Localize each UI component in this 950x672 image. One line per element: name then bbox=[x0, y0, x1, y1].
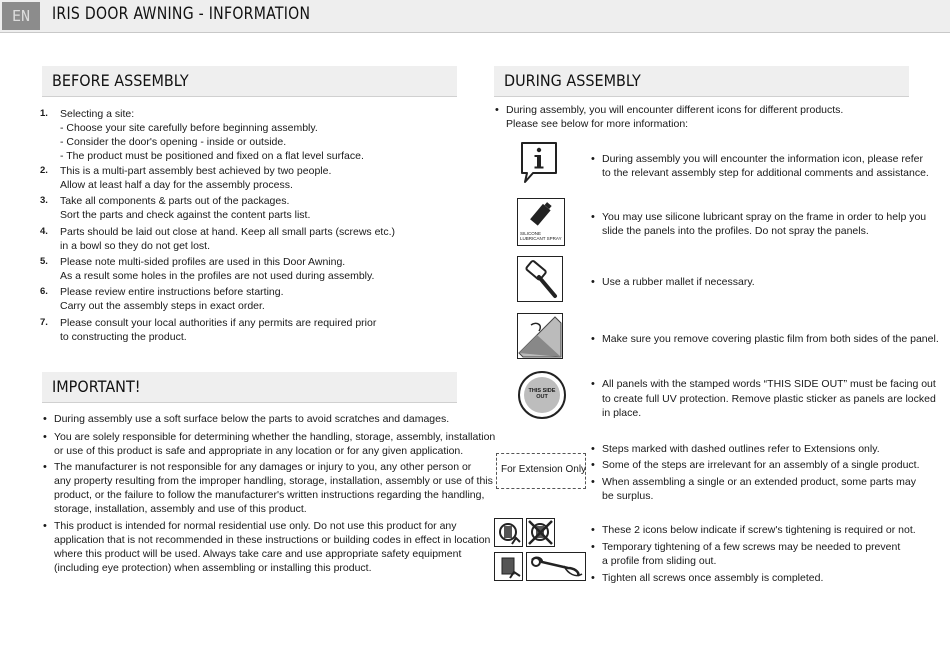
item-text: - Choose your site carefully before beginning assembly. bbox=[60, 122, 318, 134]
bullet-text: • Make sure you remove covering plastic film from both sides of the panel. bbox=[602, 332, 939, 346]
item-number: 5. bbox=[40, 256, 48, 267]
item-text: Please review entire instructions before starting. bbox=[60, 286, 284, 298]
section-heading: DURING ASSEMBLY bbox=[504, 71, 641, 90]
bullet-text: • You may use silicone lubricant spray on the frame in order to help you bbox=[602, 210, 926, 224]
bullet-text: • All panels with the stamped words “THIS SIDE OUT” must be facing out bbox=[602, 377, 936, 392]
bullet-text: • Some of the steps are irrelevant for an assembly of a single product. bbox=[602, 458, 920, 472]
bullet-text: • This product is intended for normal residential use only. Do not use this product for any bbox=[54, 519, 457, 533]
section-heading: BEFORE ASSEMBLY bbox=[52, 71, 189, 90]
rubber-mallet-icon bbox=[517, 256, 563, 302]
wrench-hand-icon bbox=[526, 552, 586, 582]
bullet-text: product, or the failure to follow the manufacturer's written instructions regarding the handling, bbox=[54, 489, 485, 501]
bullet-text: • When assembling a single or an extended product, some parts may bbox=[602, 475, 916, 489]
no-screw-icon bbox=[527, 519, 555, 547]
item-text: Allow at least half a day for the assembly process. bbox=[60, 179, 293, 191]
bullet-text: where this product will be used. Always take care and use appropriate safety equipment bbox=[54, 548, 462, 560]
bullet-text: any property resulting from the improper handling, storage, installation, assembly or use of this bbox=[54, 475, 493, 487]
item-text: Parts should be laid out close at hand. Keep all small parts (screws etc.) bbox=[60, 226, 395, 238]
bullet-text: be surplus. bbox=[602, 490, 654, 502]
item-text: This is a multi-part assembly best achieved by two people. bbox=[60, 165, 332, 177]
item-text: Please consult your local authorities if any permits are required prior bbox=[60, 317, 377, 329]
top-bar bbox=[0, 0, 950, 33]
spray-label: LUBRICANT SPRAY bbox=[520, 236, 562, 241]
item-number: 3. bbox=[40, 195, 48, 206]
item-text: Take all components & parts out of the packages. bbox=[60, 195, 290, 207]
item-text: in a bowl so they do not get lost. bbox=[60, 240, 211, 252]
bullet-text: • During assembly use a soft surface below the parts to avoid scratches and damages. bbox=[54, 412, 449, 426]
item-text: As a result some holes in the profiles are not used during assembly. bbox=[60, 270, 375, 282]
section-before-assembly-header bbox=[42, 66, 457, 97]
section-important-header bbox=[42, 372, 457, 403]
bullet-text: • You are solely responsible for determining whether the handling, storage, assembly, installation bbox=[54, 430, 495, 444]
screw-icon bbox=[495, 553, 523, 581]
spray-can-icon bbox=[518, 199, 564, 229]
item-number: 6. bbox=[40, 286, 48, 297]
section-heading: IMPORTANT! bbox=[52, 377, 141, 396]
item-text: Carry out the assembly steps in exact order. bbox=[60, 300, 265, 312]
spray-label: SILICONE bbox=[520, 231, 542, 236]
bullet-text: • During assembly you will encounter the information icon, please refer bbox=[602, 152, 923, 166]
item-number: 1. bbox=[40, 108, 48, 119]
bullet-text: • Tighten all screws once assembly is completed. bbox=[602, 571, 823, 585]
section-during-assembly-header bbox=[494, 66, 909, 97]
extension-only-box bbox=[496, 453, 586, 489]
item-text: to constructing the product. bbox=[60, 331, 187, 343]
bullet-text: • The manufacturer is not responsible for any damages or injury to you, any other person or bbox=[54, 460, 471, 474]
item-number: 2. bbox=[40, 165, 48, 176]
language-badge: EN bbox=[2, 2, 40, 30]
bullet-text: slide the panels into the profiles. Do not spray the panels. bbox=[602, 225, 869, 237]
bullet-text: • Use a rubber mallet if necessary. bbox=[602, 275, 755, 289]
bullet-text: (including eye protection) when assembling or installing this product. bbox=[54, 562, 372, 574]
stamp-label: THIS SIDE bbox=[528, 388, 556, 394]
item-text: Please note multi-sided profiles are used in this Door Awning. bbox=[60, 256, 346, 268]
bullet-text: to the relevant assembly step for additional comments and assistance. bbox=[602, 167, 929, 179]
bullet-text: • Steps marked with dashed outlines refer to Extensions only. bbox=[602, 442, 880, 456]
item-text: Selecting a site: bbox=[60, 108, 135, 120]
bullet-text: storage, installation, assembly and use of this product. bbox=[54, 503, 307, 515]
item-text: Sort the parts and check against the content parts list. bbox=[60, 209, 311, 221]
bullet-text: application that is not recommended in these instructions or building codes in effect in location bbox=[54, 534, 491, 546]
item-number: 4. bbox=[40, 226, 48, 237]
bullet-text: to create full UV protection. Remove plastic sticker as panels are locked bbox=[602, 393, 936, 405]
item-text: - Consider the door's opening - inside or outside. bbox=[60, 136, 287, 148]
plastic-film-icon bbox=[517, 313, 563, 359]
bullet-text: • During assembly, you will encounter different icons for different products. bbox=[506, 103, 843, 117]
bullet-text: Please see below for more information: bbox=[506, 118, 689, 130]
bullet-text: in place. bbox=[602, 407, 642, 419]
bullet-text: a profile from sliding out. bbox=[602, 555, 717, 567]
item-text: - The product must be positioned and fixed on a flat level surface. bbox=[60, 150, 364, 162]
information-icon bbox=[519, 141, 559, 185]
extension-label: For Extension Only bbox=[501, 464, 587, 475]
silicone-spray-icon bbox=[517, 198, 565, 246]
item-number: 7. bbox=[40, 317, 48, 328]
this-side-out-stamp-icon bbox=[518, 371, 566, 419]
document-title: IRIS DOOR AWNING - INFORMATION bbox=[52, 4, 311, 24]
screw-icon bbox=[495, 519, 523, 547]
bullet-text: • Temporary tightening of a few screws may be needed to prevent bbox=[602, 540, 900, 554]
bullet-text: or use of this product is safe and appropriate in any location or for any given application. bbox=[54, 445, 464, 457]
stamp-label: OUT bbox=[536, 394, 548, 400]
bullet-text: • These 2 icons below indicate if screw's tightening is required or not. bbox=[602, 523, 916, 537]
